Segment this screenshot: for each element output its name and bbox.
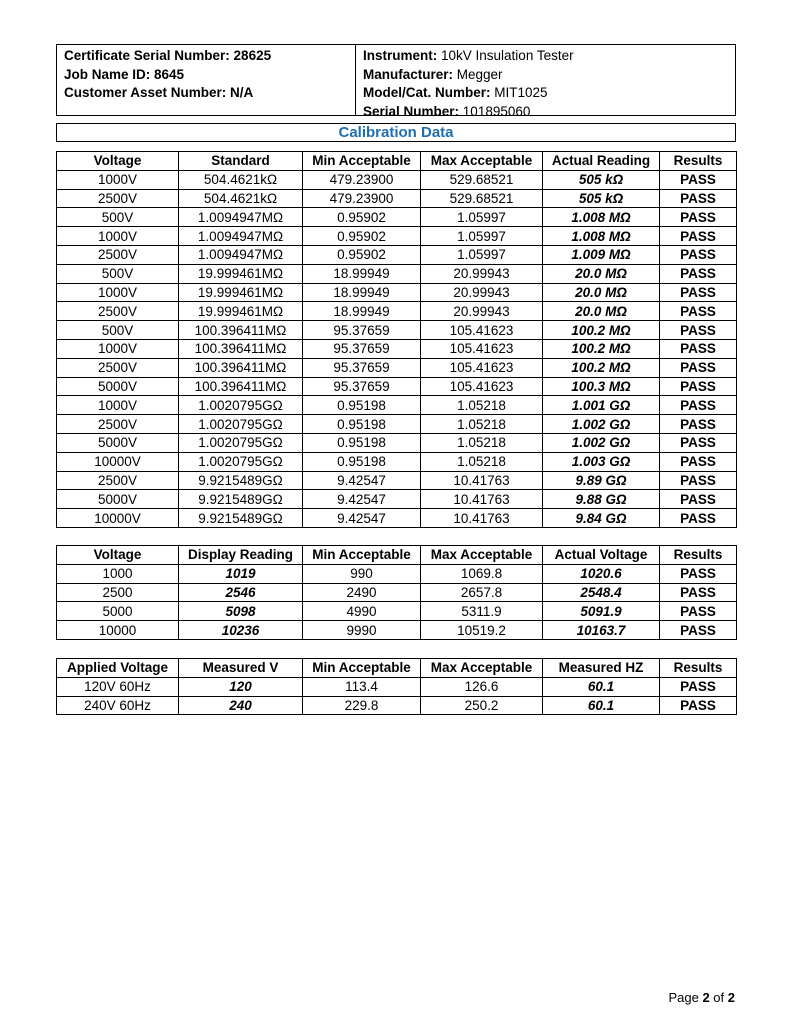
table-cell: 100.2 MΩ <box>543 339 660 358</box>
table-cell: 479.23900 <box>303 170 421 189</box>
table-cell: PASS <box>660 677 737 696</box>
table-cell: 120 <box>179 677 303 696</box>
table-cell: 505 kΩ <box>543 170 660 189</box>
table-cell: PASS <box>660 490 737 509</box>
page-total: 2 <box>727 990 735 1005</box>
table-cell: PASS <box>660 302 737 321</box>
manufacturer-value: Megger <box>456 66 503 82</box>
table-cell: 1.05218 <box>421 452 543 471</box>
column-header: Measured V <box>179 659 303 678</box>
table-cell: PASS <box>660 583 737 602</box>
page-number <box>668 990 735 1005</box>
table-cell: 105.41623 <box>421 377 543 396</box>
column-header: Results <box>660 152 737 171</box>
table-cell: 529.68521 <box>421 189 543 208</box>
table-cell: 5000V <box>57 377 179 396</box>
table-cell: 1.05218 <box>421 396 543 415</box>
table-cell: 2500V <box>57 471 179 490</box>
instrument-key: Instrument: <box>363 48 438 63</box>
table-cell: 5311.9 <box>421 602 543 621</box>
certificate-info <box>57 45 356 115</box>
table-cell: 100.396411MΩ <box>179 339 303 358</box>
table-cell: 100.3 MΩ <box>543 377 660 396</box>
table-cell: 1.002 GΩ <box>543 433 660 452</box>
table-cell: 500V <box>57 264 179 283</box>
table-cell: 5000V <box>57 490 179 509</box>
table-cell: 1.008 MΩ <box>543 227 660 246</box>
table-cell: 9.89 GΩ <box>543 471 660 490</box>
table-row <box>57 452 737 471</box>
table-cell: PASS <box>660 208 737 227</box>
table-cell: 5000V <box>57 433 179 452</box>
table-cell: 240 <box>179 696 303 715</box>
table-header-row <box>57 152 737 171</box>
table-cell: 4990 <box>303 602 421 621</box>
table-row <box>57 321 737 340</box>
instrument-line <box>363 47 735 66</box>
table-cell: 0.95198 <box>303 452 421 471</box>
table-cell: 20.0 MΩ <box>543 283 660 302</box>
table-cell: PASS <box>660 170 737 189</box>
table-cell: 95.37659 <box>303 358 421 377</box>
table-row <box>57 602 737 621</box>
table-cell: 1069.8 <box>421 564 543 583</box>
table-cell: 19.999461MΩ <box>179 264 303 283</box>
model-key: Model/Cat. Number: <box>363 85 491 100</box>
table-cell: PASS <box>660 377 737 396</box>
table-cell: 9.9215489GΩ <box>179 509 303 528</box>
table-cell: 100.2 MΩ <box>543 321 660 340</box>
table-cell: 1.0094947MΩ <box>179 208 303 227</box>
table-cell: 9990 <box>303 621 421 640</box>
table-cell: PASS <box>660 471 737 490</box>
table-cell: 19.999461MΩ <box>179 283 303 302</box>
table-cell: 1.0020795GΩ <box>179 415 303 434</box>
table-cell: 1.0020795GΩ <box>179 396 303 415</box>
table-row <box>57 189 737 208</box>
table-cell: PASS <box>660 283 737 302</box>
table-cell: 20.0 MΩ <box>543 302 660 321</box>
column-header: Measured HZ <box>543 659 660 678</box>
table-cell: 60.1 <box>543 677 660 696</box>
table-cell: PASS <box>660 339 737 358</box>
column-header: Max Acceptable <box>421 152 543 171</box>
table-cell: 1000 <box>57 564 179 583</box>
table-cell: 0.95902 <box>303 245 421 264</box>
column-header: Results <box>660 659 737 678</box>
certificate-serial: Certificate Serial Number: 28625 <box>64 48 272 63</box>
table-row <box>57 227 737 246</box>
instrument-value: 10kV Insulation Tester <box>441 48 574 63</box>
table-row <box>57 471 737 490</box>
table-cell: 20.99943 <box>421 264 543 283</box>
table-row <box>57 696 737 715</box>
serial-key: Serial Number: <box>363 103 460 119</box>
table-cell: 5098 <box>179 602 303 621</box>
model-value: MIT1025 <box>494 85 548 100</box>
table-cell: 1020.6 <box>543 564 660 583</box>
table-row <box>57 677 737 696</box>
table-cell: 0.95198 <box>303 396 421 415</box>
table-cell: 100.396411MΩ <box>179 377 303 396</box>
table-cell: 18.99949 <box>303 283 421 302</box>
table-cell: 2657.8 <box>421 583 543 602</box>
table-cell: 2500V <box>57 189 179 208</box>
table-cell: 1000V <box>57 170 179 189</box>
table-cell: 1.05997 <box>421 227 543 246</box>
table-cell: 9.88 GΩ <box>543 490 660 509</box>
table-cell: 1.05997 <box>421 245 543 264</box>
table-cell: PASS <box>660 396 737 415</box>
table-cell: 1.05218 <box>421 433 543 452</box>
table-row <box>57 264 737 283</box>
table-cell: 1.003 GΩ <box>543 452 660 471</box>
table-cell: 2500V <box>57 358 179 377</box>
table-cell: 20.99943 <box>421 283 543 302</box>
table-row <box>57 433 737 452</box>
table-cell: PASS <box>660 433 737 452</box>
column-header: Results <box>660 546 737 565</box>
table-cell: 990 <box>303 564 421 583</box>
table-cell: 500V <box>57 208 179 227</box>
table-cell: 60.1 <box>543 696 660 715</box>
column-header: Voltage <box>57 546 179 565</box>
table-cell: 10236 <box>179 621 303 640</box>
table-cell: 105.41623 <box>421 358 543 377</box>
certificate-header <box>56 44 736 119</box>
table-cell: 504.4621kΩ <box>179 170 303 189</box>
table-row <box>57 339 737 358</box>
table-cell: 9.84 GΩ <box>543 509 660 528</box>
table-cell: 1.002 GΩ <box>543 415 660 434</box>
table-cell: 120V 60Hz <box>57 677 179 696</box>
column-header: Min Acceptable <box>303 152 421 171</box>
table-cell: 2500V <box>57 245 179 264</box>
table-header-row <box>57 546 737 565</box>
table-cell: 10000 <box>57 621 179 640</box>
page-word: Page <box>668 990 703 1005</box>
serial-line <box>363 103 735 122</box>
table-cell: 10.41763 <box>421 471 543 490</box>
table-row <box>57 302 737 321</box>
table-cell: 100.2 MΩ <box>543 358 660 377</box>
column-header: Standard <box>179 152 303 171</box>
column-header: Voltage <box>57 152 179 171</box>
table-cell: 1.0094947MΩ <box>179 227 303 246</box>
table-cell: 5091.9 <box>543 602 660 621</box>
column-header: Actual Voltage <box>543 546 660 565</box>
column-header: Min Acceptable <box>303 659 421 678</box>
table-cell: 105.41623 <box>421 339 543 358</box>
table-row <box>57 509 737 528</box>
table-cell: 18.99949 <box>303 302 421 321</box>
table-cell: 105.41623 <box>421 321 543 340</box>
table-cell: 100.396411MΩ <box>179 358 303 377</box>
table-row <box>57 396 737 415</box>
table-cell: 1.009 MΩ <box>543 245 660 264</box>
column-header: Applied Voltage <box>57 659 179 678</box>
table-cell: 95.37659 <box>303 321 421 340</box>
table-cell: 1000V <box>57 339 179 358</box>
table-cell: PASS <box>660 321 737 340</box>
table-row <box>57 358 737 377</box>
table-cell: 9.42547 <box>303 471 421 490</box>
table-cell: 95.37659 <box>303 377 421 396</box>
page-of: of <box>709 990 728 1005</box>
table-cell: PASS <box>660 452 737 471</box>
serial-value: 101895060 <box>462 103 531 119</box>
table-cell: PASS <box>660 509 737 528</box>
table-cell: 1000V <box>57 283 179 302</box>
table-cell: PASS <box>660 415 737 434</box>
table-row <box>57 415 737 434</box>
table-cell: 20.0 MΩ <box>543 264 660 283</box>
table-cell: 1.05218 <box>421 415 543 434</box>
table-cell: 1.0020795GΩ <box>179 433 303 452</box>
table-cell: 10.41763 <box>421 490 543 509</box>
table-cell: 9.42547 <box>303 490 421 509</box>
table-cell: PASS <box>660 621 737 640</box>
table-header-row <box>57 659 737 678</box>
table-cell: 2500V <box>57 302 179 321</box>
table-cell: 10000V <box>57 452 179 471</box>
column-header: Min Acceptable <box>303 546 421 565</box>
table-cell: 2546 <box>179 583 303 602</box>
table-row <box>57 564 737 583</box>
table-row <box>57 583 737 602</box>
table-cell: PASS <box>660 564 737 583</box>
table-cell: 20.99943 <box>421 302 543 321</box>
table-cell: PASS <box>660 189 737 208</box>
job-name-id: Job Name ID: 8645 <box>64 66 185 82</box>
table-cell: 0.95902 <box>303 208 421 227</box>
table-cell: 529.68521 <box>421 170 543 189</box>
model-line <box>363 84 735 103</box>
table-cell: 0.95902 <box>303 227 421 246</box>
column-header: Max Acceptable <box>421 659 543 678</box>
table-cell: 95.37659 <box>303 339 421 358</box>
column-header: Max Acceptable <box>421 546 543 565</box>
table-cell: 504.4621kΩ <box>179 189 303 208</box>
resistance-calibration-table <box>56 151 737 528</box>
customer-asset-number: Customer Asset Number: N/A <box>64 85 254 100</box>
table-cell: 1000V <box>57 396 179 415</box>
table-cell: 19.999461MΩ <box>179 302 303 321</box>
table-cell: 229.8 <box>303 696 421 715</box>
table-row <box>57 490 737 509</box>
ac-voltage-frequency-table <box>56 658 737 715</box>
table-cell: 1.0020795GΩ <box>179 452 303 471</box>
table-cell: 10519.2 <box>421 621 543 640</box>
manufacturer-key: Manufacturer: <box>363 66 454 82</box>
table-cell: 2500V <box>57 415 179 434</box>
table-cell: 1.0094947MΩ <box>179 245 303 264</box>
table-cell: 240V 60Hz <box>57 696 179 715</box>
voltage-output-table <box>56 545 737 640</box>
table-row <box>57 283 737 302</box>
table-cell: 2490 <box>303 583 421 602</box>
table-cell: 0.95198 <box>303 433 421 452</box>
table-cell: 479.23900 <box>303 189 421 208</box>
table-cell: 9.9215489GΩ <box>179 490 303 509</box>
table-cell: 5000 <box>57 602 179 621</box>
table-cell: PASS <box>660 245 737 264</box>
table-cell: 10.41763 <box>421 509 543 528</box>
table-cell: 2500 <box>57 583 179 602</box>
table-cell: 10000V <box>57 509 179 528</box>
table-row <box>57 170 737 189</box>
table-row <box>57 621 737 640</box>
table-cell: 1.05997 <box>421 208 543 227</box>
table-cell: 9.9215489GΩ <box>179 471 303 490</box>
table-cell: 2548.4 <box>543 583 660 602</box>
table-cell: 250.2 <box>421 696 543 715</box>
calibration-data-title: Calibration Data <box>56 123 736 142</box>
table-cell: 9.42547 <box>303 509 421 528</box>
table-cell: 0.95198 <box>303 415 421 434</box>
manufacturer-line <box>363 66 735 85</box>
table-cell: PASS <box>660 264 737 283</box>
table-cell: 1019 <box>179 564 303 583</box>
table-row <box>57 208 737 227</box>
table-row <box>57 377 737 396</box>
table-cell: 18.99949 <box>303 264 421 283</box>
table-cell: PASS <box>660 602 737 621</box>
table-cell: PASS <box>660 358 737 377</box>
table-cell: 100.396411MΩ <box>179 321 303 340</box>
table-cell: 505 kΩ <box>543 189 660 208</box>
column-header: Actual Reading <box>543 152 660 171</box>
table-cell: 10163.7 <box>543 621 660 640</box>
table-cell: 1.008 MΩ <box>543 208 660 227</box>
table-cell: PASS <box>660 227 737 246</box>
instrument-info <box>356 45 735 119</box>
table-cell: 126.6 <box>421 677 543 696</box>
table-cell: 1.001 GΩ <box>543 396 660 415</box>
page-current: 2 <box>702 990 710 1005</box>
table-cell: PASS <box>660 696 737 715</box>
table-row <box>57 245 737 264</box>
column-header: Display Reading <box>179 546 303 565</box>
table-cell: 500V <box>57 321 179 340</box>
table-cell: 113.4 <box>303 677 421 696</box>
table-cell: 1000V <box>57 227 179 246</box>
